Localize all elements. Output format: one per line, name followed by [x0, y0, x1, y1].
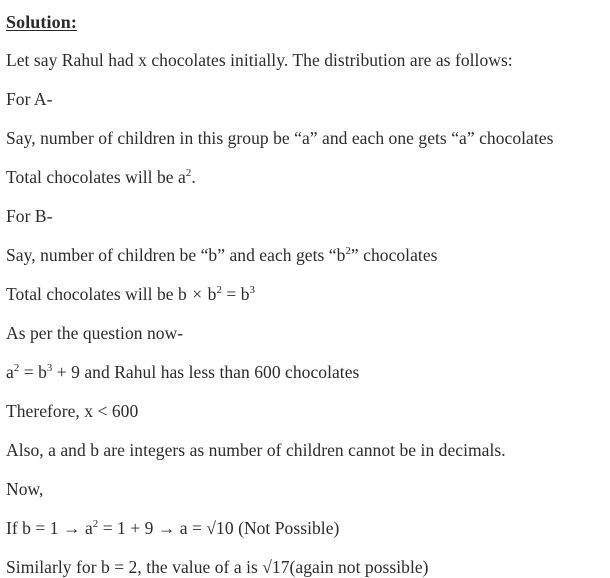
text-line-intro: Let say Rahul had x chocolates initially. The distribution are as follows:	[6, 50, 513, 70]
text-fragment: Total chocolates will be a	[6, 167, 186, 187]
text-line-total-a	[6, 167, 610, 188]
text-line-as-per-question: As per the question now-	[6, 323, 184, 343]
text-fragment: = b	[19, 362, 47, 382]
text-line-therefore: Therefore, x < 600	[6, 401, 139, 421]
superscript: 2	[345, 245, 351, 258]
text-line-for-b: For B-	[6, 206, 53, 226]
text-fragment: Say, number of children be “b” and each gets “b	[6, 245, 346, 265]
text-fragment: + 9 and Rahul has less than 600 chocolates	[52, 362, 360, 382]
superscript: 2	[13, 362, 20, 375]
text-fragment: ×	[192, 284, 203, 304]
text-line-equation	[6, 362, 610, 383]
solution-body	[6, 50, 610, 578]
text-line-group-a-definition: Say, number of children in this group be “a” and each one gets “a” chocolates	[6, 128, 554, 148]
page-title-text: Solution:	[6, 12, 77, 32]
text-fragment: = 1 + 9 → a = √10 (Not Possible)	[98, 518, 340, 538]
superscript: 2	[92, 518, 99, 531]
superscript: 2	[216, 284, 222, 297]
text-line-group-b-definition	[6, 245, 610, 266]
text-fragment: ” chocolates	[350, 245, 438, 265]
text-line-case-b-2: Similarly for b = 2, the value of a is √17(again not possible)	[6, 557, 429, 577]
text-fragment: b	[203, 284, 217, 304]
text-fragment: If b = 1 → a	[6, 518, 93, 538]
text-fragment: a	[6, 362, 14, 382]
text-fragment: = b	[221, 284, 250, 304]
text-line-integers-note: Also, a and b are integers as number of children cannot be in decimals.	[6, 440, 506, 460]
text-line-for-a: For A-	[6, 89, 53, 109]
text-line-case-b-1	[6, 518, 610, 539]
text-line-now: Now,	[6, 479, 44, 499]
superscript: 3	[46, 362, 53, 375]
text-fragment: .	[191, 167, 196, 187]
text-line-total-b	[6, 284, 610, 305]
superscript: 3	[249, 284, 255, 297]
text-fragment: Total chocolates will be b	[6, 284, 192, 304]
superscript: 2	[185, 167, 192, 180]
page-title	[6, 12, 610, 32]
